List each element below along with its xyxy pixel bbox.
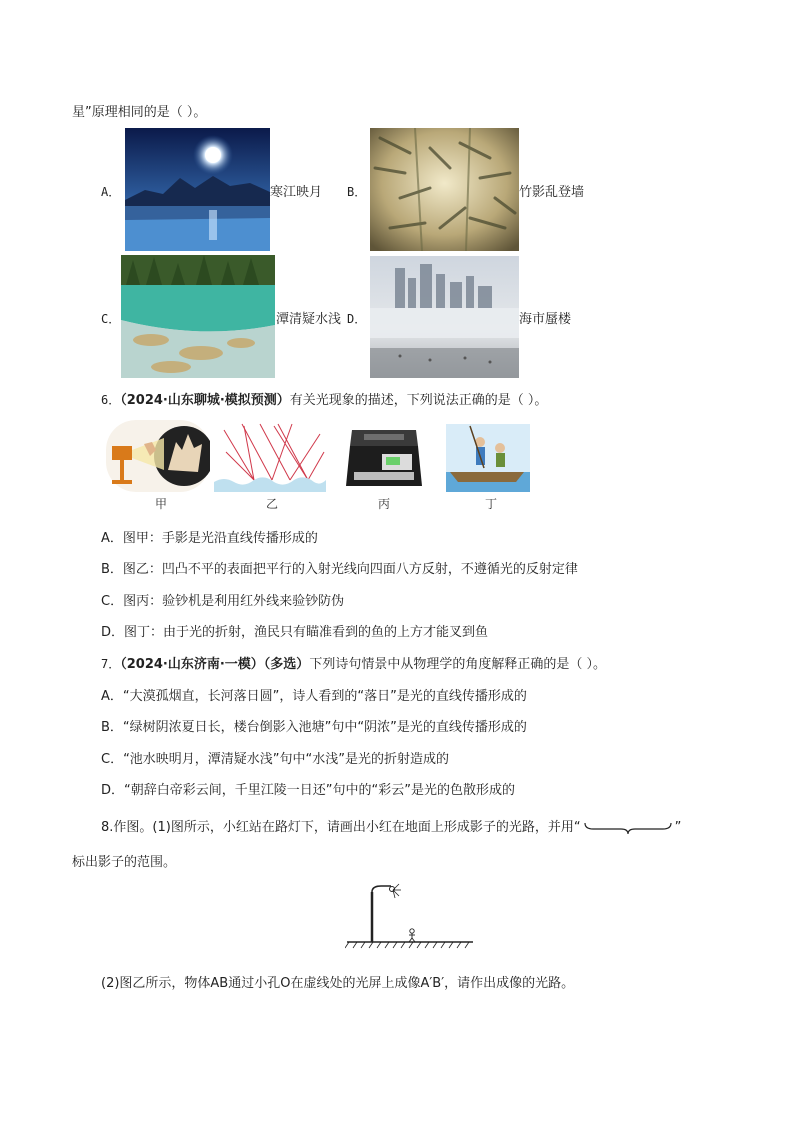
diffuse-reflection-figure (214, 422, 326, 492)
figure-label-yi: 乙 (266, 497, 279, 511)
q8-line1-start: 8.作图。(1)图所示，小红站在路灯下，请画出小红在地面上形成影子的光路，并用“ (101, 820, 581, 835)
q8-line2: 标出影子的范围。 (72, 855, 177, 870)
q7-question: 下列诗句情景中从物理学的角度解释正确的是（ ）。 (309, 657, 606, 672)
bamboo-shadow-image (370, 128, 519, 251)
figure-label-ding: 丁 (485, 497, 498, 511)
q7-source: （2024·山东济南·一模） (120, 657, 264, 672)
figure-label-bing: 丙 (378, 497, 391, 511)
street-lamp-figure (345, 882, 475, 954)
q8-line1 (101, 816, 681, 835)
fisherman-figure (446, 424, 530, 492)
q7-option-d: D．“朝辞白帝彩云间，千里江陵一日还”句中的“彩云”是光的色散形成的 (101, 783, 515, 798)
q7-option-a: A．“大漠孤烟直，长河落日圆”，诗人看到的“落日”是光的直线传播形成的 (101, 689, 527, 704)
q6-number: 6． (101, 393, 121, 407)
q7-option-c: C．“池水映明月，潭清疑水浅”句中“水浅”是光的折射造成的 (101, 752, 450, 767)
q5-option-c-text: 潭清疑水浅 (276, 312, 342, 327)
winter-river-moon-image (125, 128, 270, 251)
q6-option-a: A．图甲：手影是光沿直线传播形成的 (101, 531, 318, 546)
mirage-image (370, 256, 519, 378)
q6-option-b: B．图乙：凹凸不平的表面把平行的入射光线向四面八方反射，不遵循光的反射定律 (101, 562, 578, 577)
q5-option-d-text: 海市蜃楼 (519, 312, 572, 327)
q5-option-d-letter: D． (347, 312, 367, 326)
q6-option-d: D．图丁：由于光的折射，渔民只有瞄准看到的鱼的上方才能叉到鱼 (101, 625, 489, 640)
q8-line1-end: ” (674, 820, 682, 835)
q7-number: 7． (101, 657, 121, 671)
clear-pond-image (121, 255, 275, 378)
q6-source: （2024·山东聊城·模拟预测） (120, 393, 290, 408)
q7-option-b: B．“绿树阴浓夏日长，楼台倒影入池塘”句中“阴浓”是光的直线传播形成的 (101, 720, 527, 735)
q5-option-a-letter: A． (101, 185, 121, 199)
q7-stem (101, 653, 606, 672)
q5-option-c-letter: C． (101, 312, 121, 326)
brace-symbol (583, 821, 673, 835)
q6-question: 有关光现象的描述，下列说法正确的是（ ）。 (289, 393, 548, 408)
q5-option-a-text: 寒江映月 (270, 185, 323, 200)
q5-option-b-letter: B． (347, 185, 367, 199)
q6-stem (101, 389, 547, 408)
hand-shadow-figure (106, 420, 210, 492)
q6-option-c: C．图丙：验钞机是利用红外线来验钞防伪 (101, 594, 345, 609)
q5-stem-tail: 星”原理相同的是（ ）。 (72, 105, 207, 120)
money-detector-figure (342, 424, 426, 492)
q8-part2: (2)图乙所示，物体AB通过小孔O在虚线处的光屏上成像A′B′，请作出成像的光路。 (101, 976, 575, 991)
q7-tag: （多选） (263, 657, 310, 672)
figure-label-jia: 甲 (155, 497, 168, 511)
q5-option-b-text: 竹影乱登墙 (519, 185, 585, 200)
